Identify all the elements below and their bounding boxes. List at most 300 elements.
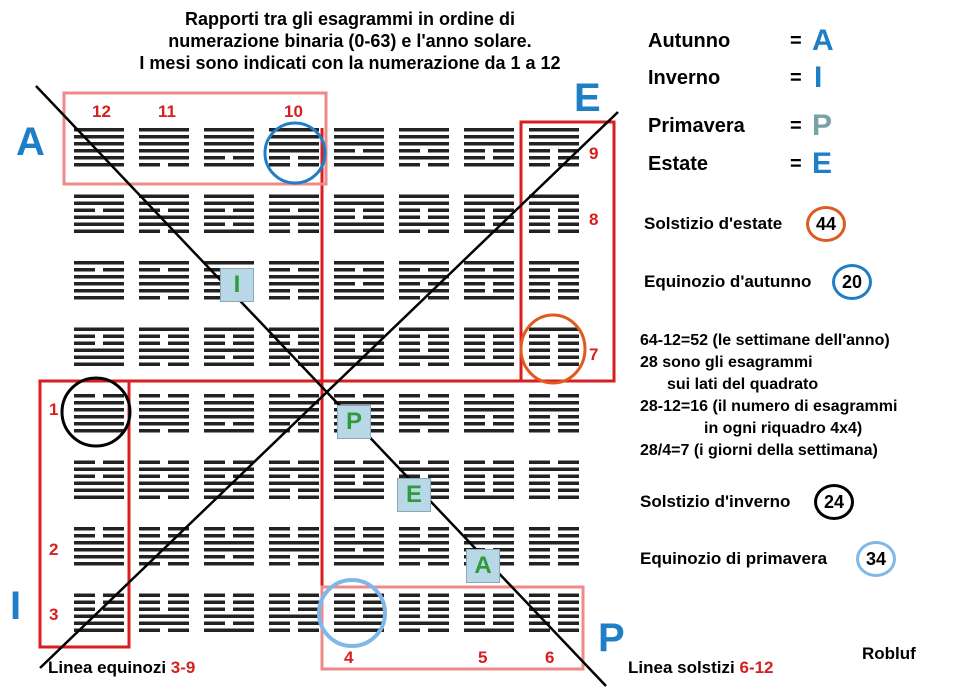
hexagram-line-broken <box>493 489 514 493</box>
hexagram <box>529 461 579 500</box>
hexagram-line-broken <box>103 209 124 213</box>
hexagram <box>464 261 514 300</box>
hexagram <box>139 128 189 167</box>
hexagram-line-solid <box>269 548 319 552</box>
legend-winter-name: Inverno <box>648 67 721 89</box>
hexagram-line-broken <box>74 608 95 612</box>
hexagram-line-broken <box>334 527 355 531</box>
legend-autumn-eq: = <box>790 30 802 52</box>
hexagram-line-solid <box>74 468 124 472</box>
hexagram-line-solid <box>334 541 384 545</box>
hexagram-line-broken <box>139 496 160 500</box>
hexagram-line-broken <box>529 363 550 367</box>
hexagram-line-solid <box>269 195 319 199</box>
solstice-line-text: Linea solstizi <box>628 658 740 677</box>
hexagram <box>204 394 254 433</box>
hexagram-line-broken <box>204 422 225 426</box>
hexagram-line-broken <box>558 209 579 213</box>
month-8: 8 <box>589 210 599 229</box>
hexagram-line-broken <box>269 363 290 367</box>
hexagram-line-solid <box>204 195 254 199</box>
hexagram-line-solid <box>464 275 514 279</box>
hexagram-line-solid <box>529 202 579 206</box>
hexagram-line-solid <box>139 349 189 353</box>
hexagram-line-solid <box>529 275 579 279</box>
hexagram-line-broken <box>399 149 420 153</box>
hexagram-line-broken <box>363 534 384 538</box>
hexagram-line-solid <box>139 223 189 227</box>
hexagram-line-broken <box>493 601 514 605</box>
hexagram-line-broken <box>204 534 225 538</box>
hexagram-line-broken <box>399 335 420 339</box>
hexagram-line-broken <box>529 562 550 566</box>
hexagram-line-broken <box>493 475 514 479</box>
title-line-1: Rapporti tra gli esagrammi in ordine di <box>184 9 516 29</box>
hexagram-line-broken <box>269 608 290 612</box>
hexagram-line-broken <box>363 394 384 398</box>
hexagram-line-broken <box>334 282 355 286</box>
autumn-equinox-label: Equinozio d'autunno <box>644 272 812 291</box>
hexagram-line-solid <box>74 275 124 279</box>
hexagram <box>269 527 319 566</box>
hexagram-line-solid <box>529 408 579 412</box>
hexagram-line-broken <box>529 356 550 360</box>
hexagram <box>399 328 449 367</box>
hexagram-line-broken <box>529 422 550 426</box>
hexagram-line-solid <box>139 482 189 486</box>
hexagram-line-broken <box>558 629 579 633</box>
equinox-line-months: 3-9 <box>170 658 196 677</box>
hexagram-line-solid <box>74 328 124 332</box>
hexagram <box>204 594 254 633</box>
hexagram-line-broken <box>529 594 550 598</box>
hexagram-line-solid <box>139 489 189 493</box>
hexagram-line-solid <box>334 230 384 234</box>
hexagram-line-broken <box>168 496 189 500</box>
hexagram-line-solid <box>139 142 189 146</box>
hexagram-line-broken <box>558 296 579 300</box>
hexagram-line-broken <box>529 548 550 552</box>
spring-equinox-badge: 34 <box>856 541 896 577</box>
hexagram-line-broken <box>493 156 514 160</box>
hexagram-line-broken <box>363 548 384 552</box>
hexagram-line-solid <box>464 202 514 206</box>
hexagram-line-broken <box>399 268 420 272</box>
hexagram-line-solid <box>464 296 514 300</box>
hexagram-line-broken <box>399 394 420 398</box>
hexagram-line-broken <box>74 594 95 598</box>
hexagram-line-broken <box>269 461 290 465</box>
hexagram-line-broken <box>399 608 420 612</box>
hexagram-line-broken <box>399 534 420 538</box>
hexagram-line-solid <box>139 541 189 545</box>
hexagram-line-broken <box>428 149 449 153</box>
hexagram-line-solid <box>529 128 579 132</box>
hexagram-line-solid <box>529 135 579 139</box>
hexagram <box>334 461 384 500</box>
hexagram-line-broken <box>464 461 485 465</box>
hexagram-line-broken <box>529 349 550 353</box>
hexagram-line-solid <box>269 202 319 206</box>
hexagram-line-solid <box>399 468 449 472</box>
hexagram-line-solid <box>399 135 449 139</box>
hexagram-line-broken <box>399 601 420 605</box>
hexagram-line-solid <box>399 128 449 132</box>
hexagram-line-solid <box>464 496 514 500</box>
hexagram-line-broken <box>558 223 579 227</box>
hexagram-line-broken <box>493 282 514 286</box>
hexagram-line-broken <box>558 608 579 612</box>
hexagram-line-solid <box>74 489 124 493</box>
hexagram-line-broken <box>298 562 319 566</box>
hexagram-line-broken <box>399 282 420 286</box>
hexagram-line-broken <box>428 429 449 433</box>
hexagram-line-broken <box>269 156 290 160</box>
hexagram-line-broken <box>298 342 319 346</box>
hexagram-line-broken <box>204 601 225 605</box>
hexagram-line-broken <box>428 296 449 300</box>
hexagram-line-solid <box>334 202 384 206</box>
hexagram-line-solid <box>139 195 189 199</box>
hexagram-line-broken <box>363 475 384 479</box>
hexagram-line-solid <box>139 216 189 220</box>
hexagram-line-broken <box>204 356 225 360</box>
hexagram-line-broken <box>298 461 319 465</box>
equinox-line-label <box>48 658 195 678</box>
hexagram-line-broken <box>558 496 579 500</box>
hexagram-line-broken <box>399 363 420 367</box>
hexagram-line-broken <box>139 335 160 339</box>
hexagram-line-solid <box>464 128 514 132</box>
hexagram-line-broken <box>529 156 550 160</box>
hexagram-line-broken <box>233 601 254 605</box>
hexagram-line-broken <box>269 622 290 626</box>
winter-solstice-circle <box>62 378 130 446</box>
hexagram-line-broken <box>399 230 420 234</box>
hexagram-line-broken <box>298 422 319 426</box>
hexagram-line-broken <box>493 209 514 213</box>
hexagram-line-broken <box>269 289 290 293</box>
hexagram-line-solid <box>529 541 579 545</box>
hexagram-line-broken <box>363 349 384 353</box>
hexagram-line-solid <box>464 401 514 405</box>
title-line-2: numerazione binaria (0-63) e l'anno solare. <box>168 31 532 51</box>
hexagram <box>204 128 254 167</box>
hexagram-line-broken <box>464 149 485 153</box>
hexagram-line-broken <box>168 335 189 339</box>
hexagram-line-broken <box>493 415 514 419</box>
hexagram-line-solid <box>269 328 319 332</box>
autumn-equinox-badge: 20 <box>832 264 872 300</box>
hexagram-line-solid <box>74 401 124 405</box>
hexagram-line-broken <box>334 349 355 353</box>
hexagram-line-broken <box>464 349 485 353</box>
hexagram-line-broken <box>298 296 319 300</box>
hexagram-line-broken <box>269 230 290 234</box>
hexagram-line-broken <box>139 342 160 346</box>
hexagram-line-broken <box>464 622 485 626</box>
hexagram-line-broken <box>399 461 420 465</box>
hexagram-line-solid <box>269 468 319 472</box>
hexagram-line-solid <box>269 261 319 265</box>
hexagram-line-solid <box>74 282 124 286</box>
hexagram-line-broken <box>269 223 290 227</box>
hexagram-line-broken <box>363 608 384 612</box>
hexagram-line-broken <box>168 608 189 612</box>
hexagram-line-broken <box>298 622 319 626</box>
hexagram-line-broken <box>74 527 95 531</box>
hexagram-line-broken <box>204 342 225 346</box>
hexagram-line-solid <box>74 163 124 167</box>
hexagram-line-broken <box>168 594 189 598</box>
hexagram-line-broken <box>168 461 189 465</box>
hexagram-line-broken <box>233 622 254 626</box>
hexagram <box>464 394 514 433</box>
hexagram-line-broken <box>529 335 550 339</box>
hexagram-line-solid <box>529 328 579 332</box>
month-4: 4 <box>344 648 354 667</box>
hexagram-line-broken <box>269 163 290 167</box>
hexagram-line-broken <box>139 527 160 531</box>
hexagram-line-solid <box>269 401 319 405</box>
hexagram-line-solid <box>464 468 514 472</box>
hexagram-line-broken <box>558 216 579 220</box>
hexagram-line-broken <box>428 415 449 419</box>
hexagram <box>74 394 124 433</box>
hexagram-line-broken <box>74 209 95 213</box>
hexagram-line-broken <box>428 527 449 531</box>
hexagram <box>529 527 579 566</box>
hexagram-line-solid <box>139 128 189 132</box>
hexagram-line-broken <box>334 601 355 605</box>
month-12: 12 <box>92 102 111 121</box>
hexagram-line-broken <box>334 608 355 612</box>
hexagram-line-broken <box>204 156 225 160</box>
hexagram-line-broken <box>558 548 579 552</box>
hexagram-line-solid <box>269 216 319 220</box>
hexagram-line-broken <box>233 223 254 227</box>
hexagram-line-solid <box>464 142 514 146</box>
hexagram-line-solid <box>204 230 254 234</box>
hexagram-line-broken <box>493 461 514 465</box>
hexagram-line-solid <box>399 401 449 405</box>
summer-solstice-label: Solstizio d'estate <box>644 214 783 233</box>
hexagram-line-broken <box>298 629 319 633</box>
hexagram-line-broken <box>558 415 579 419</box>
equinox-diagonal-line <box>40 112 618 668</box>
hexagram-line-broken <box>269 601 290 605</box>
hexagram-line-solid <box>74 415 124 419</box>
hexagram <box>399 195 449 234</box>
hexagram-line-broken <box>493 482 514 486</box>
hexagram-line-solid <box>464 328 514 332</box>
hexagram-line-broken <box>464 534 485 538</box>
hexagram-line-broken <box>74 601 95 605</box>
hexagram-line-solid <box>399 261 449 265</box>
hexagram <box>399 128 449 167</box>
hexagram-line-broken <box>399 429 420 433</box>
hexagram-line-broken <box>103 342 124 346</box>
hexagram-line-solid <box>334 156 384 160</box>
hexagram-line-broken <box>464 394 485 398</box>
hexagram-line-solid <box>204 408 254 412</box>
legend-winter-eq: = <box>790 67 802 89</box>
hexagram <box>139 328 189 367</box>
hexagram <box>74 461 124 500</box>
legend-autumn <box>648 30 730 53</box>
hexagram-line-broken <box>233 335 254 339</box>
legend-autumn-letter: A <box>812 24 834 57</box>
hexagram-line-broken <box>168 296 189 300</box>
month-3: 3 <box>49 605 59 624</box>
hexagram-line-broken <box>233 209 254 213</box>
hexagram-line-broken <box>529 534 550 538</box>
hexagram <box>204 527 254 566</box>
hexagram-line-solid <box>74 296 124 300</box>
month-11: 11 <box>158 102 176 121</box>
calc-line-4: 28-12=16 (il numero di esagrammi <box>640 398 898 415</box>
hexagram-line-broken <box>399 594 420 598</box>
hexagram-line-solid <box>334 142 384 146</box>
hexagram <box>139 594 189 633</box>
hexagram-line-broken <box>558 230 579 234</box>
hexagram-line-broken <box>103 475 124 479</box>
diag-tag-winter: I <box>220 268 254 302</box>
hexagram-line-broken <box>464 475 485 479</box>
hexagram-line-broken <box>269 527 290 531</box>
hexagram-line-broken <box>529 282 550 286</box>
hexagram-line-broken <box>493 149 514 153</box>
hexagram-line-broken <box>334 461 355 465</box>
hexagram-line-solid <box>399 202 449 206</box>
hexagram-line-broken <box>269 268 290 272</box>
hexagram <box>204 195 254 234</box>
hexagram-line-solid <box>139 282 189 286</box>
hexagram-line-solid <box>204 429 254 433</box>
hexagram <box>74 328 124 367</box>
hexagram-line-broken <box>298 209 319 213</box>
hexagram-line-broken <box>103 527 124 531</box>
hexagram-line-broken <box>168 601 189 605</box>
hexagram-line-solid <box>74 548 124 552</box>
hexagram-line-broken <box>269 594 290 598</box>
hexagram-line-broken <box>204 527 225 531</box>
month-9: 9 <box>589 144 599 163</box>
hexagram-line-broken <box>428 496 449 500</box>
hexagram-line-solid <box>139 415 189 419</box>
hexagram-line-broken <box>103 394 124 398</box>
hexagram-line-solid <box>334 163 384 167</box>
hexagram-line-broken <box>168 268 189 272</box>
hexagram <box>464 594 514 633</box>
legend-winter-letter: I <box>814 61 823 94</box>
hexagram-line-solid <box>139 408 189 412</box>
hexagram-line-solid <box>269 282 319 286</box>
hexagram-line-broken <box>233 356 254 360</box>
hexagram-line-broken <box>139 429 160 433</box>
hexagram-line-broken <box>298 335 319 339</box>
hexagram-line-broken <box>168 475 189 479</box>
hexagram-line-broken <box>233 489 254 493</box>
hexagram-line-broken <box>363 149 384 153</box>
hexagram-line-broken <box>558 342 579 346</box>
hexagram-line-broken <box>334 534 355 538</box>
hexagram <box>529 328 579 367</box>
hexagram <box>399 394 449 433</box>
month-6: 6 <box>545 648 555 667</box>
hexagram-line-broken <box>464 156 485 160</box>
hexagram-line-broken <box>464 615 485 619</box>
hexagram-line-solid <box>74 216 124 220</box>
hexagram-line-broken <box>558 482 579 486</box>
hexagram-line-broken <box>493 356 514 360</box>
hexagram-line-broken <box>529 394 550 398</box>
hexagram-line-broken <box>558 562 579 566</box>
hexagram-line-solid <box>399 223 449 227</box>
hexagram-line-broken <box>233 555 254 559</box>
hexagram-line-broken <box>269 422 290 426</box>
hexagram-line-broken <box>558 622 579 626</box>
hexagram-line-broken <box>334 615 355 619</box>
hexagram-line-broken <box>363 216 384 220</box>
spring-equinox-circle <box>319 580 385 646</box>
hexagram-line-broken <box>428 534 449 538</box>
hexagram-line-broken <box>363 268 384 272</box>
hexagram-line-broken <box>233 394 254 398</box>
hexagram-line-broken <box>269 534 290 538</box>
hexagram-line-broken <box>428 216 449 220</box>
hexagram-line-solid <box>464 135 514 139</box>
hexagram-line-broken <box>363 209 384 213</box>
corner-letter-winter: I <box>10 584 22 628</box>
hexagram-line-solid <box>139 401 189 405</box>
summer-solstice-badge: 44 <box>806 206 846 242</box>
hexagram-line-solid <box>464 163 514 167</box>
hexagram-line-solid <box>464 261 514 265</box>
author-signature: Robluf <box>862 644 916 663</box>
hexagram-line-broken <box>233 594 254 598</box>
hexagram-line-solid <box>399 408 449 412</box>
hexagram-line-broken <box>428 601 449 605</box>
hexagram-line-broken <box>168 394 189 398</box>
hexagram-line-solid <box>74 482 124 486</box>
hexagram-line-broken <box>139 363 160 367</box>
hexagram-line-solid <box>74 349 124 353</box>
hexagram-line-broken <box>399 209 420 213</box>
hexagram-line-broken <box>529 230 550 234</box>
hexagram-line-broken <box>363 461 384 465</box>
hexagram <box>399 594 449 633</box>
hexagram-line-solid <box>464 195 514 199</box>
hexagram-line-broken <box>464 482 485 486</box>
autumn-equinox-circle <box>265 123 325 183</box>
hexagram-line-solid <box>74 261 124 265</box>
hexagram <box>74 261 124 300</box>
legend-summer-eq: = <box>790 153 802 175</box>
hexagram-line-broken <box>363 335 384 339</box>
hexagram-line-broken <box>334 268 355 272</box>
month-2: 2 <box>49 540 59 559</box>
hexagram-line-solid <box>334 356 384 360</box>
hexagram-line-solid <box>204 496 254 500</box>
hexagram-line-broken <box>168 429 189 433</box>
hexagram-line-solid <box>74 541 124 545</box>
hexagram-line-broken <box>493 615 514 619</box>
hexagram <box>529 394 579 433</box>
hexagram-line-broken <box>139 629 160 633</box>
hexagram-line-broken <box>529 223 550 227</box>
hexagram-line-broken <box>464 268 485 272</box>
